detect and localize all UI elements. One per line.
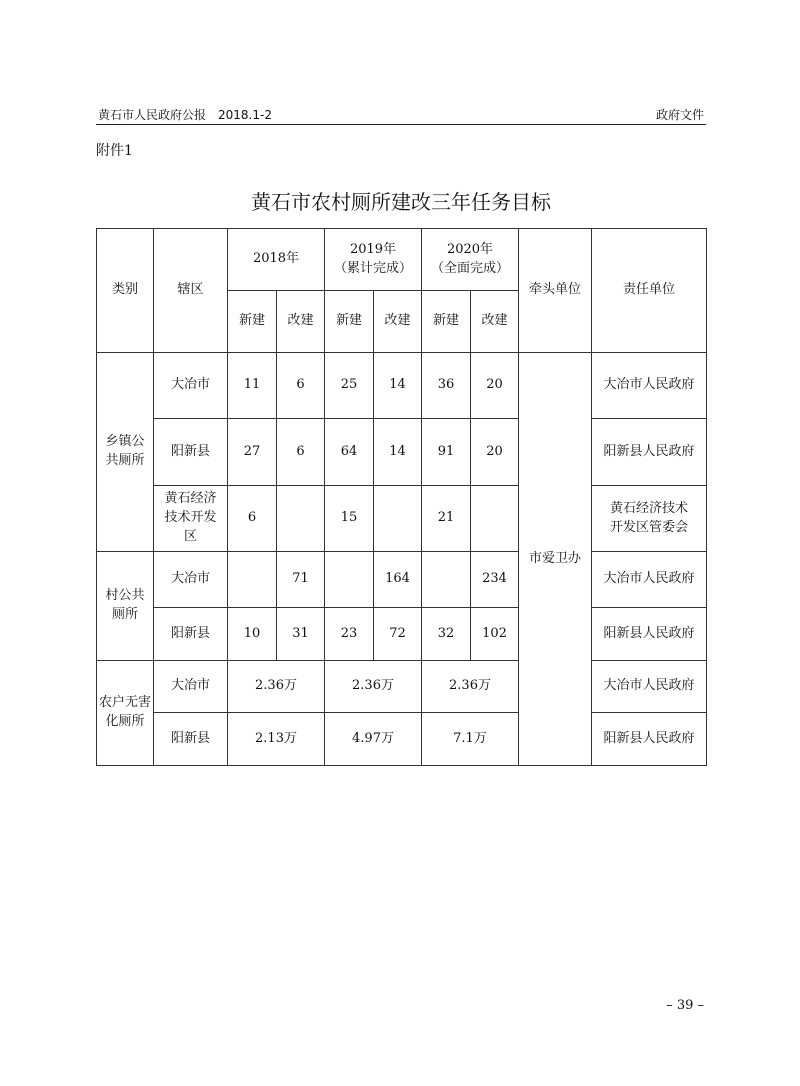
value-cell: 7.1万 — [422, 713, 519, 766]
value-cell: 23 — [325, 608, 374, 661]
subheader-renovate: 改建 — [471, 291, 519, 353]
responsible-unit-cell: 阳新县人民政府 — [592, 713, 707, 766]
subheader-new: 新建 — [228, 291, 277, 353]
value-cell — [325, 552, 374, 608]
value-cell: 2.36万 — [325, 661, 422, 713]
table-row — [97, 713, 707, 766]
value-cell: 6 — [228, 486, 277, 552]
value-cell: 64 — [325, 419, 374, 486]
value-cell — [422, 552, 471, 608]
value-cell: 72 — [374, 608, 422, 661]
value-cell: 2.36万 — [422, 661, 519, 713]
table-row — [97, 661, 707, 713]
task-target-table — [96, 228, 707, 766]
district-cell: 大冶市 — [154, 552, 228, 608]
district-cell: 大冶市 — [154, 353, 228, 419]
category-town-toilet: 乡镇公共厕所 — [97, 353, 154, 552]
value-cell — [471, 486, 519, 552]
value-cell: 2.36万 — [228, 661, 325, 713]
value-cell: 11 — [228, 353, 277, 419]
value-cell: 27 — [228, 419, 277, 486]
value-cell: 20 — [471, 419, 519, 486]
value-cell: 6 — [277, 419, 325, 486]
header-year-2019: 2019年 （累计完成） — [325, 229, 422, 291]
value-cell: 32 — [422, 608, 471, 661]
lead-unit-cell: 市爱卫办 — [519, 353, 592, 766]
district-cell: 阳新县 — [154, 608, 228, 661]
responsible-unit-cell: 大冶市人民政府 — [592, 661, 707, 713]
table-row — [97, 419, 707, 486]
header-year-2018: 2018年 — [228, 229, 325, 291]
value-cell: 31 — [277, 608, 325, 661]
value-cell — [228, 552, 277, 608]
district-cell: 阳新县 — [154, 713, 228, 766]
header-lead-unit: 牵头单位 — [519, 229, 592, 353]
header-district: 辖区 — [154, 229, 228, 353]
value-cell: 21 — [422, 486, 471, 552]
subheader-new: 新建 — [325, 291, 374, 353]
category-rural-household-toilet: 农户无害化厕所 — [97, 661, 154, 766]
district-cell: 大冶市 — [154, 661, 228, 713]
header-category: 类别 — [97, 229, 154, 353]
value-cell: 14 — [374, 419, 422, 486]
header-year-2020: 2020年 （全面完成） — [422, 229, 519, 291]
header-responsible-unit: 责任单位 — [592, 229, 707, 353]
value-cell: 91 — [422, 419, 471, 486]
value-cell — [374, 486, 422, 552]
responsible-unit-cell: 大冶市人民政府 — [592, 353, 707, 419]
value-cell: 14 — [374, 353, 422, 419]
value-cell: 164 — [374, 552, 422, 608]
subheader-renovate: 改建 — [277, 291, 325, 353]
value-cell: 15 — [325, 486, 374, 552]
table-row — [97, 353, 707, 419]
document-title: 黄石市农村厕所建改三年任务目标 — [251, 190, 551, 214]
subheader-renovate: 改建 — [374, 291, 422, 353]
value-cell: 2.13万 — [228, 713, 325, 766]
value-cell: 4.97万 — [325, 713, 422, 766]
page-number: – 39 – — [666, 998, 704, 1013]
value-cell: 10 — [228, 608, 277, 661]
page-header — [96, 104, 706, 125]
value-cell — [277, 486, 325, 552]
value-cell: 36 — [422, 353, 471, 419]
responsible-unit-cell: 大冶市人民政府 — [592, 552, 707, 608]
district-cell: 黄石经济技术开发区 — [154, 486, 228, 552]
header-section: 政府文件 — [655, 108, 704, 122]
attachment-label: 附件1 — [96, 143, 133, 159]
header-publication: 黄石市人民政府公报 2018.1-2 — [98, 108, 272, 122]
subheader-new: 新建 — [422, 291, 471, 353]
value-cell: 20 — [471, 353, 519, 419]
value-cell: 71 — [277, 552, 325, 608]
responsible-unit-cell: 阳新县人民政府 — [592, 608, 707, 661]
table-row — [97, 486, 707, 552]
district-cell: 阳新县 — [154, 419, 228, 486]
value-cell: 102 — [471, 608, 519, 661]
table-row — [97, 552, 707, 608]
value-cell: 25 — [325, 353, 374, 419]
responsible-unit-cell: 阳新县人民政府 — [592, 419, 707, 486]
category-village-toilet: 村公共厕所 — [97, 552, 154, 661]
responsible-unit-cell: 黄石经济技术开发区管委会 — [592, 486, 707, 552]
value-cell: 234 — [471, 552, 519, 608]
value-cell: 6 — [277, 353, 325, 419]
table-row — [97, 608, 707, 661]
